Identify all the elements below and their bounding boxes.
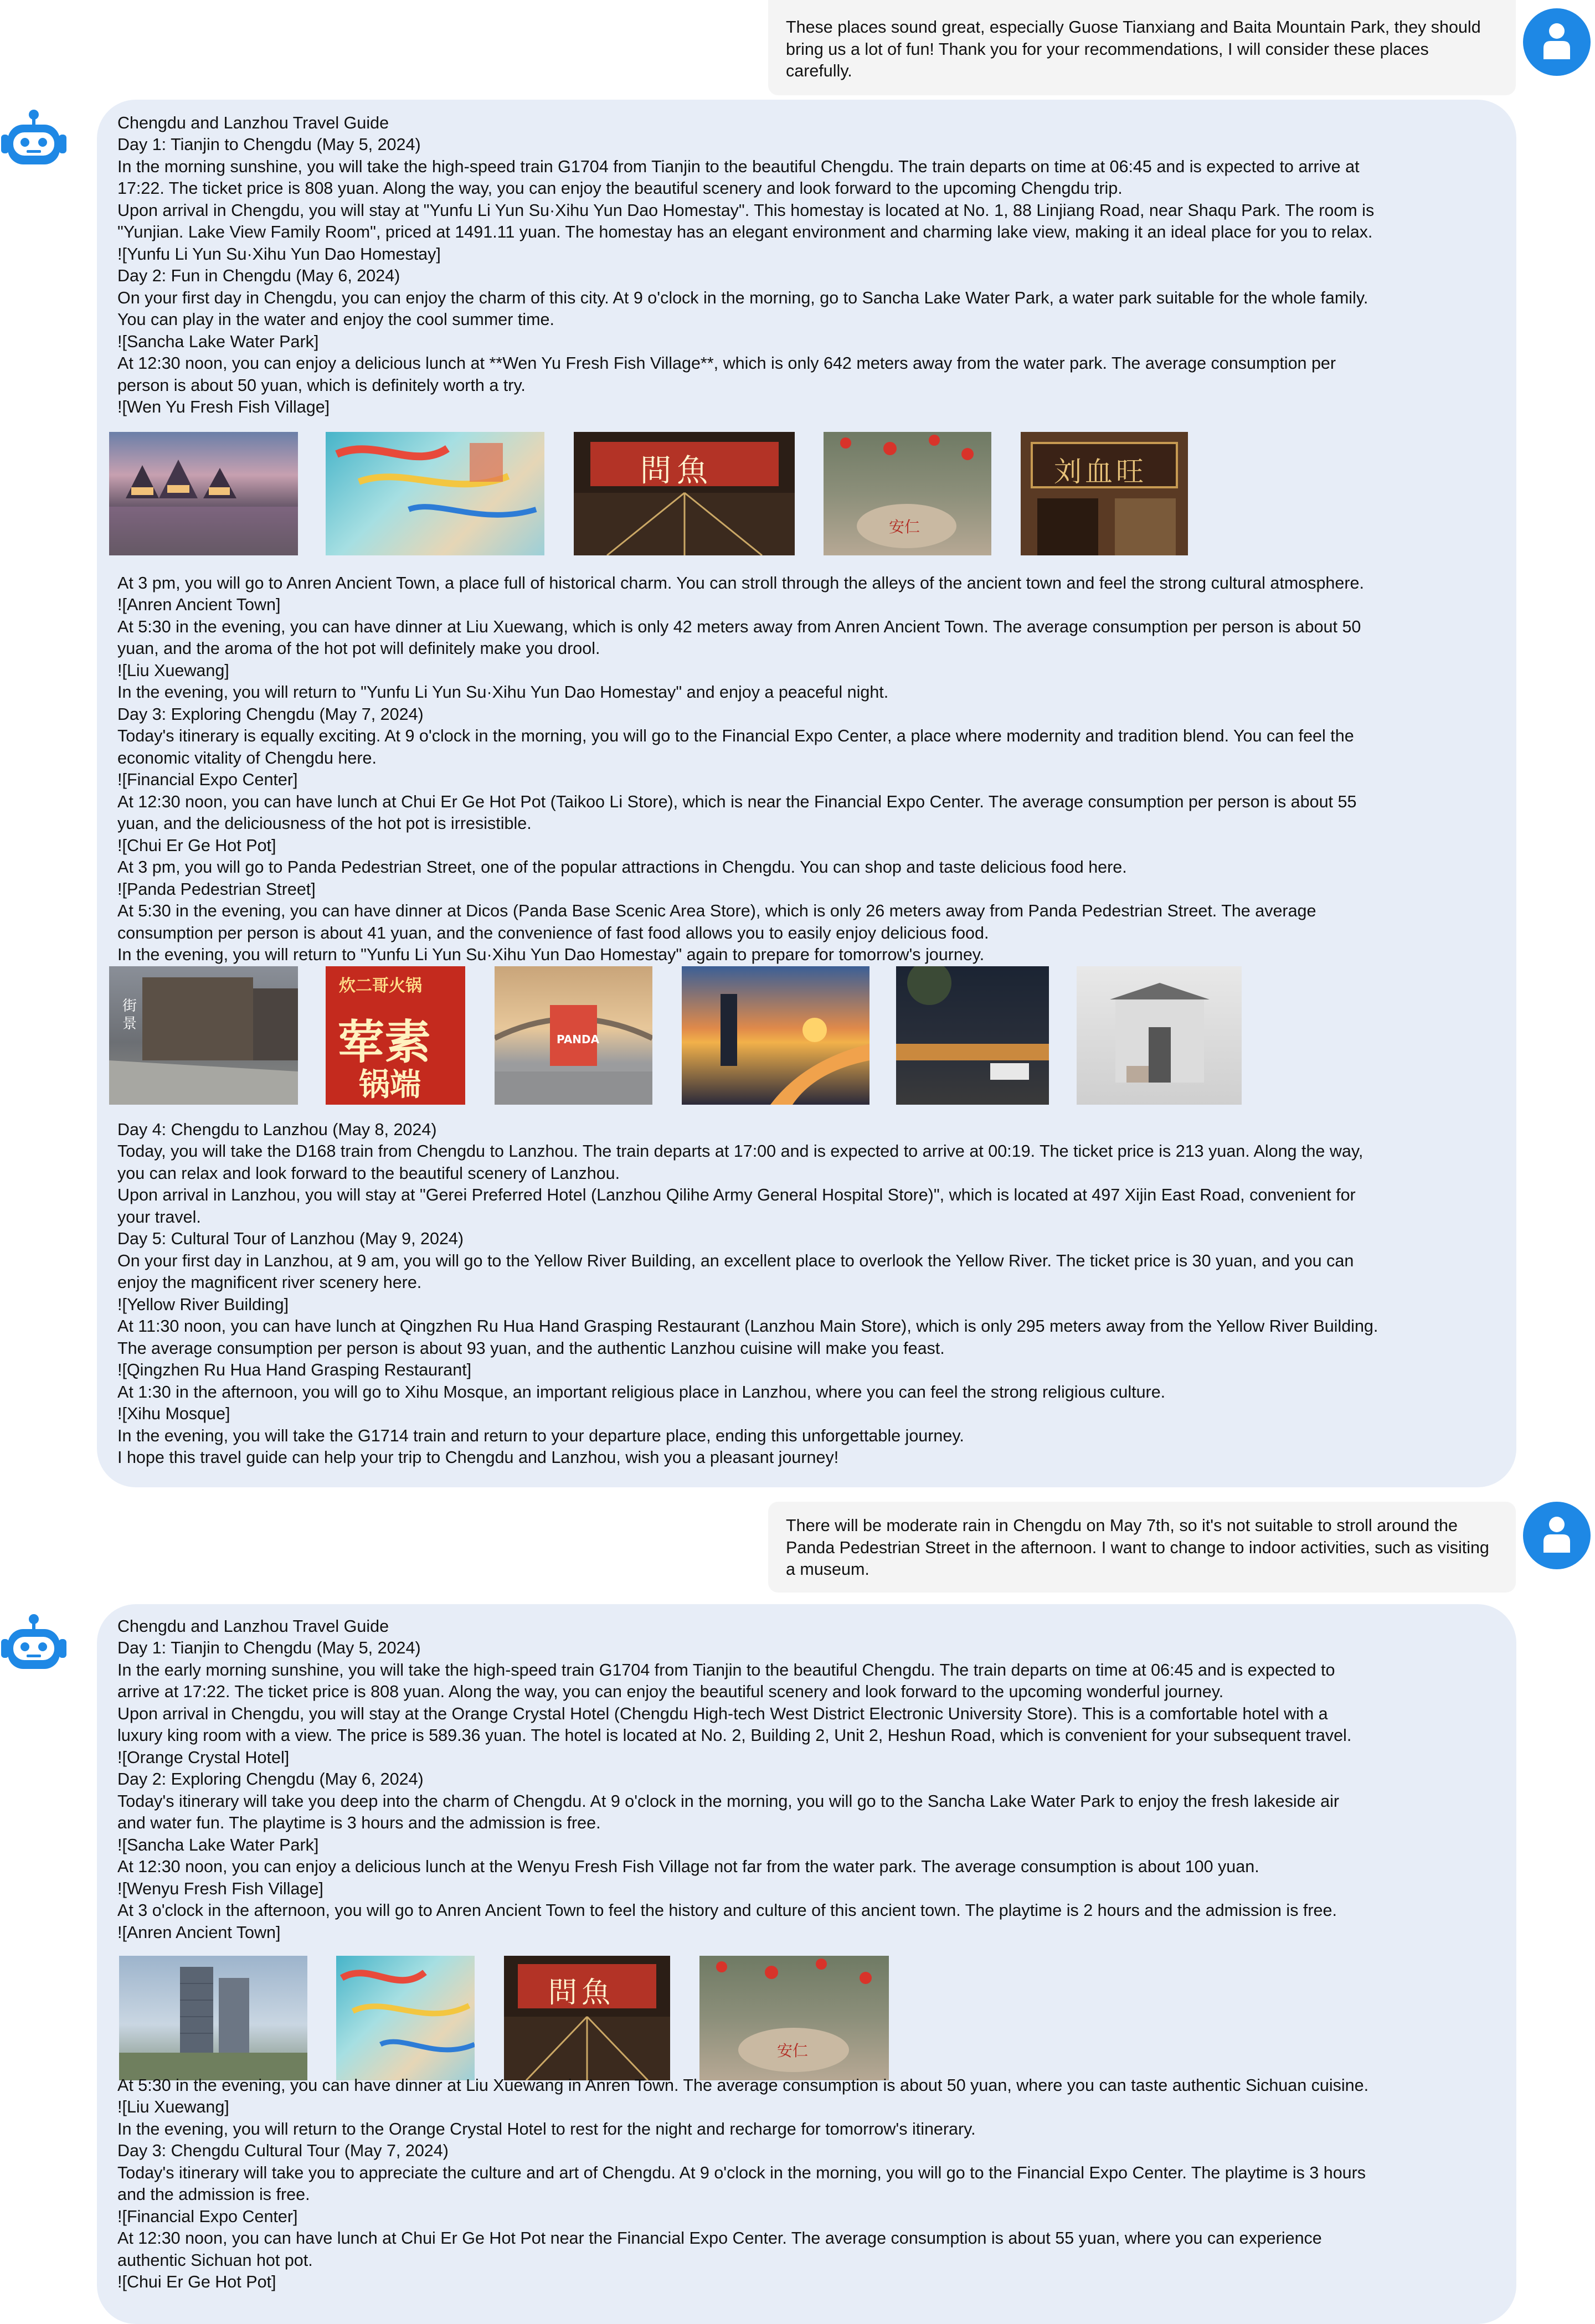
- text-line: At 3 o'clock in the afternoon, you will go to Anren Ancient Town to feel the history and culture of this ancient town. The playtime is 2 hours and the admission is free.: [117, 1901, 1337, 1920]
- text-line: At 12:30 noon, you can enjoy a delicious lunch at the Wenyu Fresh Fish Village not far from the water park. The average consumption is about 100 yuan.: [117, 1857, 1259, 1876]
- text-line: ![Chui Er Ge Hot Pot]: [117, 2273, 276, 2291]
- text-line: At 12:30 noon, you can have lunch at Chui Er Ge Hot Pot near the Financial Expo Center. The average consumption is about 55 yuan, where you can experience: [117, 2229, 1322, 2248]
- text-line: ![Wenyu Fresh Fish Village]: [117, 1879, 323, 1898]
- text-line: ![Xihu Mosque]: [117, 1404, 230, 1423]
- anren-ancient-town-image: [699, 1956, 889, 2080]
- text-line: In the evening, you will return to the Orange Crystal Hotel to rest for the night and recharge for tomorrow's itinerary.: [117, 2120, 976, 2139]
- text-line: luxury king room with a view. The price is 589.36 yuan. The hotel is located at No. 2, Building 2, Unit 2, Heshun Road, which is convenient for your subsequent travel.: [117, 1726, 1352, 1745]
- text-line: ![Orange Crystal Hotel]: [117, 1748, 290, 1767]
- fish-village-restaurant-image: [504, 1956, 670, 2080]
- text-line: ![Sancha Lake Water Park]: [117, 332, 319, 351]
- fish-village-restaurant-image: [574, 432, 795, 555]
- hotpot-restaurant-image: [326, 966, 465, 1105]
- text-line: At 12:30 noon, you can have lunch at Chui Er Ge Hot Pot (Taikoo Li Store), which is near the Financial Expo Center. The average consumption per person is about 55: [117, 792, 1357, 811]
- text-line: Day 2: Fun in Chengdu (May 6, 2024): [117, 266, 400, 285]
- text-line: ![Yellow River Building]: [117, 1295, 289, 1314]
- text-line: yuan, and the aroma of the hot pot will definitely make you drool.: [117, 639, 600, 658]
- text-line: At 3 pm, you will go to Anren Ancient Town, a place full of historical charm. You can stroll through the alleys of the ancient town and feel the strong cultural atmosphere.: [117, 574, 1364, 592]
- text-line: Upon arrival in Chengdu, you will stay at "Yunfu Li Yun Su·Xihu Yun Dao Homestay". This homestay is located at No. 1, 88 Linjiang Road, near Shaqu Park. The room is: [117, 201, 1375, 220]
- liuxuewang-sign: 刘血旺: [1054, 456, 1147, 488]
- text-line: authentic Sichuan hot pot.: [117, 2251, 313, 2270]
- text-line: In the early morning sunshine, you will take the high-speed train G1704 from Tianjin to the beautiful Chengdu. The train departs on time at 06:45 and is expected to: [117, 1661, 1335, 1679]
- panda-sign: PANDA: [557, 1033, 600, 1046]
- text-line: At 3 pm, you will go to Panda Pedestrian Street, one of the popular attractions in Chengdu. You can shop and taste delicious food here.: [117, 858, 1127, 877]
- user-avatar-icon: [1523, 1502, 1591, 1569]
- text-line: In the evening, you will return to "Yunfu Li Yun Su·Xihu Yun Dao Homestay" again to prepare for tomorrow's journey.: [117, 945, 985, 964]
- text-line: Chengdu and Lanzhou Travel Guide: [117, 1617, 389, 1636]
- text-line: ![Sancha Lake Water Park]: [117, 1836, 319, 1854]
- anren-stone-sign: 安仁: [777, 2042, 809, 2060]
- text-line: At 11:30 noon, you can have lunch at Qingzhen Ru Hua Hand Grasping Restaurant (Lanzhou Main Store), which is only 295 meters away from the Yellow River Building.: [117, 1317, 1378, 1336]
- text-line: In the morning sunshine, you will take the high-speed train G1704 from Tianjin to the beautiful Chengdu. The train departs on time at 06:45 and is expected to arrive at: [117, 157, 1360, 176]
- text-line: At 12:30 noon, you can enjoy a delicious lunch at **Wen Yu Fresh Fish Village**, which is only 642 meters away from the water park. The average consumption per: [117, 354, 1336, 373]
- text-line: ![Yunfu Li Yun Su·Xihu Yun Dao Homestay]: [117, 245, 441, 264]
- text-line: your travel.: [117, 1208, 201, 1227]
- homestay-lake-image: [109, 432, 298, 555]
- anren-stone-sign: 安仁: [889, 518, 920, 536]
- text-line: ![Panda Pedestrian Street]: [117, 880, 316, 899]
- text-line: Day 2: Exploring Chengdu (May 6, 2024): [117, 1770, 424, 1789]
- user-message-text: There will be moderate rain in Chengdu on May 7th, so it's not suitable to stroll around the Panda Pedestrian Street in the afternoon. I want to change to indoor activities, such as visiting a museum.: [786, 1516, 1489, 1579]
- text-line: Day 1: Tianjin to Chengdu (May 5, 2024): [117, 135, 421, 154]
- hotpot-title: 荤素: [338, 1015, 431, 1069]
- orange-crystal-hotel-image: [119, 1956, 307, 2080]
- text-line: The average consumption per person is about 93 yuan, and the authentic Lanzhou cuisine will make you feast.: [117, 1339, 945, 1358]
- water-park-image: [326, 432, 544, 555]
- text-line: At 1:30 in the afternoon, you will go to Xihu Mosque, an important religious place in Lanzhou, where you can feel the strong religious culture.: [117, 1383, 1166, 1401]
- text-line: Today's itinerary will take you to appreciate the culture and art of Chengdu. At 9 o'clock in the morning, you will go to the Financial Expo Center. The playtime is 3 hours: [117, 2163, 1366, 2182]
- text-line: ![Financial Expo Center]: [117, 2207, 298, 2226]
- text-line: and the admission is free.: [117, 2185, 310, 2204]
- text-line: "Yunjian. Lake View Family Room", priced at 1491.11 yuan. The homestay has an elegant environment and charming lake view, making it an ideal place for you to relax.: [117, 223, 1373, 241]
- text-line: 17:22. The ticket price is 808 yuan. Along the way, you can enjoy the beautiful scenery and look forward to the upcoming Chengdu trip.: [117, 179, 1123, 198]
- text-line: Today's itinerary will take you deep into the charm of Chengdu. At 9 o'clock in the morning, you will go to the Sancha Lake Water Park to enjoy the fresh lakeside air: [117, 1792, 1340, 1811]
- text-line: Chengdu and Lanzhou Travel Guide: [117, 114, 389, 132]
- text-line: ![Anren Ancient Town]: [117, 1923, 281, 1942]
- text-line: In the evening, you will return to "Yunfu Li Yun Su·Xihu Yun Dao Homestay" and enjoy a peaceful night.: [117, 683, 889, 702]
- bot-avatar-icon: [0, 1612, 68, 1680]
- text-line: Upon arrival in Lanzhou, you will stay at "Gerei Preferred Hotel (Lanzhou Qilihe Army General Hospital Store)", which is located at 497 Xijin East Road, convenient for: [117, 1186, 1356, 1204]
- text-line: yuan, and the deliciousness of the hot pot is irresistible.: [117, 814, 532, 833]
- text-line: ![Wen Yu Fresh Fish Village]: [117, 398, 330, 416]
- text-line: Day 3: Chengdu Cultural Tour (May 7, 2024): [117, 2141, 449, 2160]
- hotpot-banner: 炊二哥火锅: [339, 976, 422, 996]
- text-line: ![Qingzhen Ru Hua Hand Grasping Restaurant]: [117, 1361, 472, 1379]
- text-line: Today's itinerary is equally exciting. At 9 o'clock in the morning, you will go to the Financial Expo Center, a place where modernity and tradition blend. You can feel the: [117, 726, 1354, 745]
- liuxuewang-restaurant-image: [1021, 432, 1188, 555]
- user-avatar-icon: [1523, 8, 1591, 76]
- text-line: ![Liu Xuewang]: [117, 2098, 229, 2116]
- mosque-building-image: [1077, 966, 1242, 1105]
- text-line: Day 4: Chengdu to Lanzhou (May 8, 2024): [117, 1120, 437, 1139]
- text-line: At 5:30 in the evening, you can have dinner at Liu Xuewang in Anren Town. The average consumption is about 50 yuan, where you can taste authentic Sichuan cuisine.: [117, 2076, 1369, 2095]
- text-line: economic vitality of Chengdu here.: [117, 749, 377, 767]
- user-message-text: These places sound great, especially Guose Tianxiang and Baita Mountain Park, they should bring us a lot of fun! Thank you for your recommendations, I will consider these places carefully.: [786, 18, 1481, 80]
- user-message-bubble: [768, 1502, 1516, 1593]
- text-line: You can play in the water and enjoy the cool summer time.: [117, 310, 554, 329]
- anren-ancient-town-image: [824, 432, 991, 555]
- text-line: I hope this travel guide can help your trip to Chengdu and Lanzhou, wish you a pleasant journey!: [117, 1448, 839, 1467]
- text-line: ![Anren Ancient Town]: [117, 595, 281, 614]
- panda-street-image: [495, 966, 652, 1105]
- street-view-image: [109, 966, 298, 1105]
- text-line: ![Financial Expo Center]: [117, 770, 298, 789]
- text-line: arrive at 17:22. The ticket price is 808 yuan. Along the way, you can enjoy the beautiful scenery and look forward to the upcoming wonderful journey.: [117, 1682, 1224, 1701]
- text-line: ![Liu Xuewang]: [117, 661, 229, 680]
- water-park-image: [336, 1956, 475, 2080]
- user-message-bubble: [768, 0, 1516, 95]
- text-line: On your first day in Chengdu, you can enjoy the charm of this city. At 9 o'clock in the morning, go to Sancha Lake Water Park, a water park suitable for the whole family.: [117, 288, 1368, 307]
- text-line: Day 1: Tianjin to Chengdu (May 5, 2024): [117, 1638, 421, 1657]
- text-line: At 5:30 in the evening, you can have dinner at Liu Xuewang, which is only 42 meters away from Anren Ancient Town. The average consumption per person is about 50: [117, 617, 1361, 636]
- text-line: person is about 50 yuan, which is definitely worth a try.: [117, 376, 526, 395]
- fish-village-sign: 問魚: [640, 453, 713, 489]
- text-line: Day 5: Cultural Tour of Lanzhou (May 9, 2024): [117, 1229, 464, 1248]
- text-line: Upon arrival in Chengdu, you will stay at the Orange Crystal Hotel (Chengdu High-tech West District Electronic University Store). This is a comfortable hotel with a: [117, 1704, 1328, 1723]
- street-view-watermark: 街景: [122, 998, 137, 1032]
- expo-center-sunset-image: [682, 966, 869, 1105]
- dicos-night-image: [896, 966, 1049, 1105]
- bot-avatar-icon: [0, 108, 68, 176]
- text-line: you can relax and look forward to the beautiful scenery of Lanzhou.: [117, 1164, 620, 1183]
- text-line: Today, you will take the D168 train from Chengdu to Lanzhou. The train departs at 17:00 and is expected to arrive at 00:19. The ticket price is 213 yuan. Along the way,: [117, 1142, 1364, 1161]
- text-line: enjoy the magnificent river scenery here.: [117, 1273, 422, 1292]
- text-line: At 5:30 in the evening, you can have dinner at Dicos (Panda Base Scenic Area Store), which is only 26 meters away from Panda Pedestrian Street. The average: [117, 901, 1316, 920]
- fish-village-sign: 問魚: [548, 1976, 615, 2009]
- text-line: Day 3: Exploring Chengdu (May 7, 2024): [117, 705, 424, 724]
- hotpot-subtitle: 锅端: [359, 1067, 421, 1103]
- text-line: In the evening, you will take the G1714 train and return to your departure place, ending this unforgettable journey.: [117, 1426, 964, 1445]
- text-line: consumption per person is about 41 yuan, and the convenience of fast food allows you to easily enjoy delicious food.: [117, 924, 989, 942]
- text-line: On your first day in Lanzhou, at 9 am, you will go to the Yellow River Building, an excellent place to overlook the Yellow River. The ticket price is 30 yuan, and you can: [117, 1251, 1354, 1270]
- text-line: and water fun. The playtime is 3 hours and the admission is free.: [117, 1813, 601, 1832]
- text-line: ![Chui Er Ge Hot Pot]: [117, 836, 276, 855]
